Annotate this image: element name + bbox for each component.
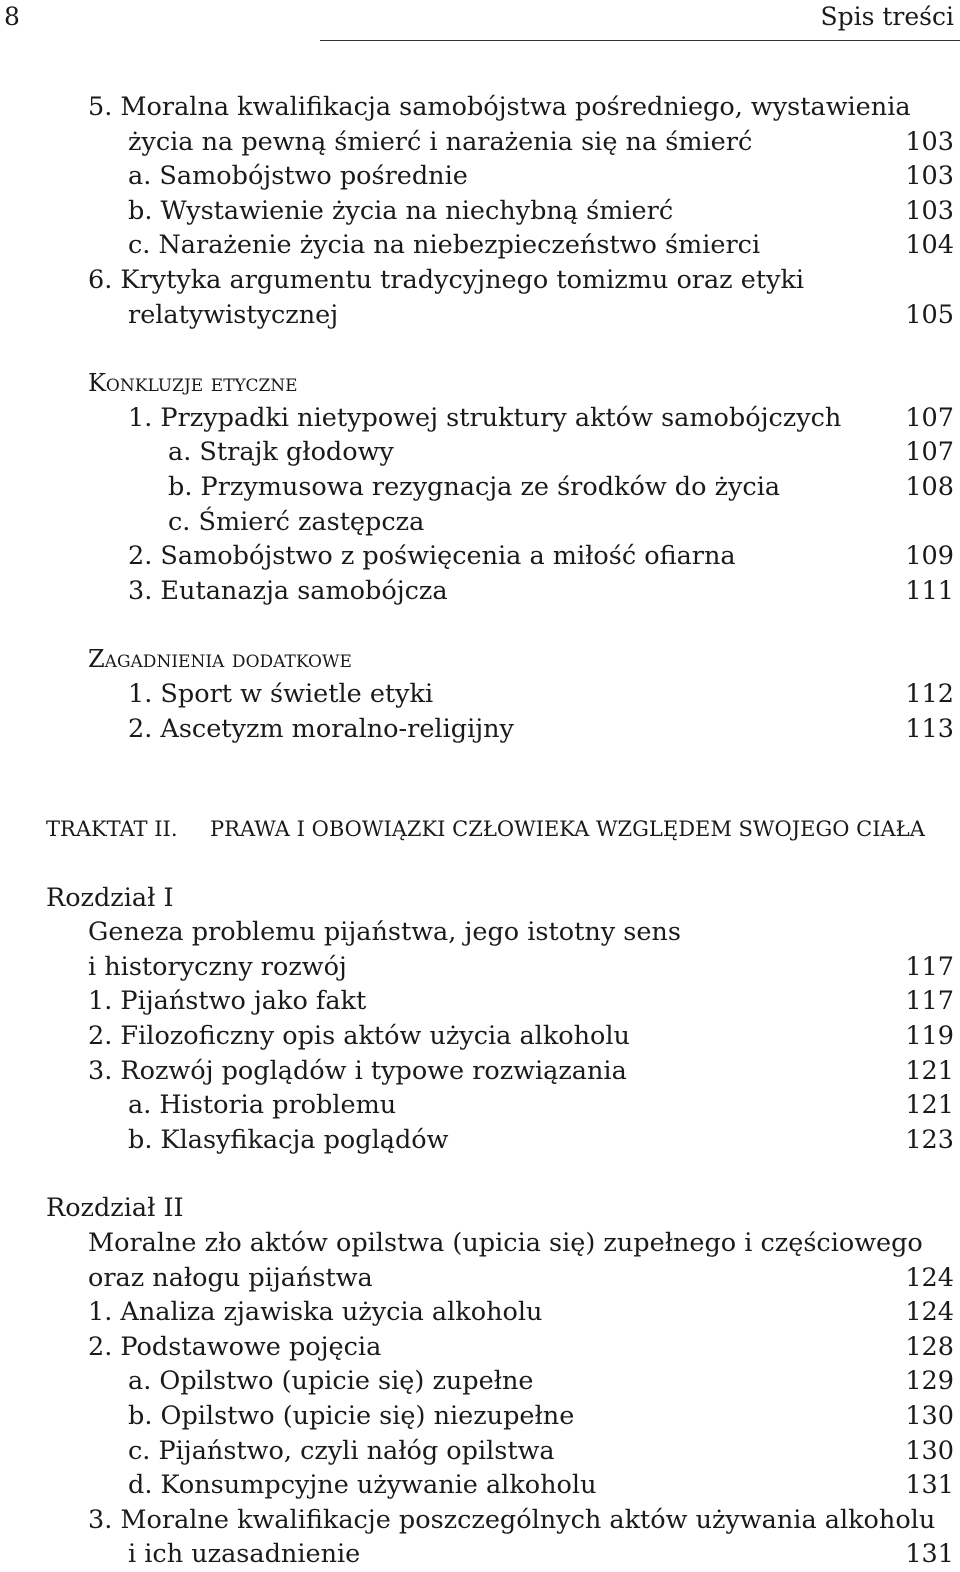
running-head: Spis treści: [820, 2, 954, 31]
toc-entry-text: Geneza problemu pijaństwa, jego istotny sens: [88, 917, 681, 948]
toc-page-number: 121: [905, 1090, 954, 1121]
tractate-title: PRAWA I OBOWIĄZKI CZŁOWIEKA WZGLĘDEM SWOJEGO CIAŁA: [210, 817, 925, 842]
section-heading: [0, 642, 960, 677]
toc-entry-text: c. Narażenie życia na niebezpieczeństwo śmierci: [128, 230, 761, 261]
toc-entry-text: 2. Podstawowe pojęcia: [88, 1331, 382, 1362]
toc-page-number: 117: [905, 986, 954, 1017]
toc-entry: [0, 263, 960, 298]
toc-entry: [0, 159, 960, 194]
toc-entry-text: d. Konsumpcyjne używanie alkoholu: [128, 1470, 597, 1501]
toc-entry: [0, 298, 960, 333]
toc-page-number: 113: [905, 713, 954, 744]
toc-page-number: 107: [905, 402, 954, 433]
header-rule: [320, 40, 960, 41]
toc-entry-text: 1. Pijaństwo jako fakt: [88, 986, 367, 1017]
toc-entry-text: i ich uzasadnienie: [128, 1539, 361, 1570]
toc-entry-text: c. Śmierć zastępcza: [168, 506, 425, 537]
section-heading-text: Zagadnienia dodatkowe: [88, 645, 352, 674]
tractate-heading: [0, 812, 960, 847]
chapter-heading: [0, 881, 960, 916]
toc-entry-text: 2. Samobójstwo z poświęcenia a miłość ofiarna: [128, 541, 736, 572]
toc-entry-text: a. Opilstwo (upicie się) zupełne: [128, 1366, 534, 1397]
toc-page-number: 123: [905, 1124, 954, 1155]
toc-entry-text: b. Klasyfikacja poglądów: [128, 1124, 449, 1155]
chapter-heading-text: Rozdział I: [46, 882, 174, 913]
toc-entry: [0, 1434, 960, 1469]
section-heading-text: Konkluzje etyczne: [88, 369, 298, 398]
toc-page-number: 117: [905, 951, 954, 982]
toc-entry-text: a. Samobójstwo pośrednie: [128, 161, 468, 192]
toc-entry: [0, 1399, 960, 1434]
toc-entry: [0, 1503, 960, 1538]
toc-entry-text: 1. Sport w świetle etyki: [128, 678, 434, 709]
toc-entry: [0, 539, 960, 574]
toc-page-number: 103: [905, 126, 954, 157]
toc-entry-text: 6. Krytyka argumentu tradycyjnego tomizmu oraz etyki: [88, 264, 805, 295]
page-header: [0, 0, 960, 42]
tractate-label: TRAKTAT II.: [46, 817, 178, 842]
toc-page-number: 131: [905, 1539, 954, 1570]
toc-page-number: 128: [905, 1331, 954, 1362]
toc-page-number: 121: [905, 1055, 954, 1086]
section-heading: [0, 366, 960, 401]
toc-entry-text: b. Opilstwo (upicie się) niezupełne: [128, 1401, 575, 1431]
toc-entry: [0, 505, 960, 540]
toc-entry: [0, 984, 960, 1019]
toc-page-number: 108: [905, 471, 954, 502]
toc-entry: [0, 950, 960, 985]
toc-entry: [0, 470, 960, 505]
toc-entry-text: życia na pewną śmierć i narażenia się na śmierć: [128, 126, 753, 157]
toc-entry: [0, 125, 960, 160]
toc-page-number: 119: [905, 1021, 954, 1052]
toc-page-number: 111: [905, 575, 954, 606]
toc-entry: [0, 194, 960, 229]
toc-entry-text: a. Strajk głodowy: [168, 437, 394, 468]
toc-page-number: 124: [905, 1262, 954, 1293]
toc-entry-text: 3. Rozwój poglądów i typowe rozwiązania: [88, 1055, 627, 1086]
toc-entry: [0, 915, 960, 950]
toc-page-number: 107: [905, 437, 954, 468]
toc-entry-text: b. Przymusowa rezygnacja ze środków do życia: [168, 471, 781, 502]
toc-entry-text: 2. Filozoficzny opis aktów użycia alkoholu: [88, 1021, 630, 1052]
toc-entry-text: 3. Moralne kwalifikacje poszczególnych aktów używania alkoholu: [88, 1504, 936, 1535]
toc-entry-text: 1. Analiza zjawiska użycia alkoholu: [88, 1297, 543, 1328]
toc-entry: [0, 1537, 960, 1572]
toc-page-number: 109: [905, 541, 954, 572]
toc-entry-text: oraz nałogu pijaństwa: [88, 1262, 373, 1293]
toc-page-number: 130: [905, 1435, 954, 1466]
toc-entry: [0, 228, 960, 263]
toc-entry-text: 3. Eutanazja samobójcza: [128, 575, 448, 606]
toc-entry: [0, 1295, 960, 1330]
toc-entry-text: relatywistycznej: [128, 299, 339, 330]
toc-entry: [0, 1054, 960, 1089]
chapter-heading: [0, 1191, 960, 1226]
toc-entry-text: 1. Przypadki nietypowej struktury aktów samobójczych: [128, 402, 842, 433]
toc-entry-text: 5. Moralna kwalifikacja samobójstwa pośredniego, wystawienia: [88, 92, 911, 122]
toc-entry-text: Moralne zło aktów opilstwa (upicia się) zupełnego i częściowego: [88, 1228, 923, 1259]
toc-entry: [0, 90, 960, 125]
toc-entry: [0, 1226, 960, 1261]
toc-entry: [0, 1330, 960, 1365]
toc-entry: [0, 574, 960, 609]
toc-entry: [0, 712, 960, 747]
toc-entry-text: 2. Ascetyzm moralno-religijny: [128, 713, 514, 744]
toc-page-number: 129: [905, 1366, 954, 1397]
toc-entry: [0, 1123, 960, 1158]
toc-entry: [0, 1364, 960, 1399]
toc-entry-text: b. Wystawienie życia na niechybną śmierć: [128, 195, 674, 226]
toc-page-number: 124: [905, 1297, 954, 1328]
table-of-contents: [0, 90, 960, 1572]
toc-entry: [0, 1019, 960, 1054]
toc-page-number: 112: [905, 678, 954, 709]
toc-entry-text: i historyczny rozwój: [88, 951, 347, 982]
toc-entry: [0, 1468, 960, 1503]
toc-page-number: 130: [905, 1401, 954, 1431]
page-number: 8: [4, 2, 20, 31]
toc-entry-text: a. Historia problemu: [128, 1090, 397, 1121]
toc-page-number: 103: [905, 195, 954, 226]
toc-entry: [0, 1088, 960, 1123]
toc-entry: [0, 1261, 960, 1296]
toc-entry: [0, 677, 960, 712]
toc-entry: [0, 435, 960, 470]
toc-page-number: 131: [905, 1470, 954, 1501]
toc-page-number: 103: [905, 161, 954, 192]
toc-entry-text: c. Pijaństwo, czyli nałóg opilstwa: [128, 1435, 555, 1466]
toc-entry: [0, 401, 960, 436]
toc-page-number: 104: [905, 230, 954, 261]
chapter-heading-text: Rozdział II: [46, 1193, 184, 1224]
toc-page-number: 105: [905, 299, 954, 330]
